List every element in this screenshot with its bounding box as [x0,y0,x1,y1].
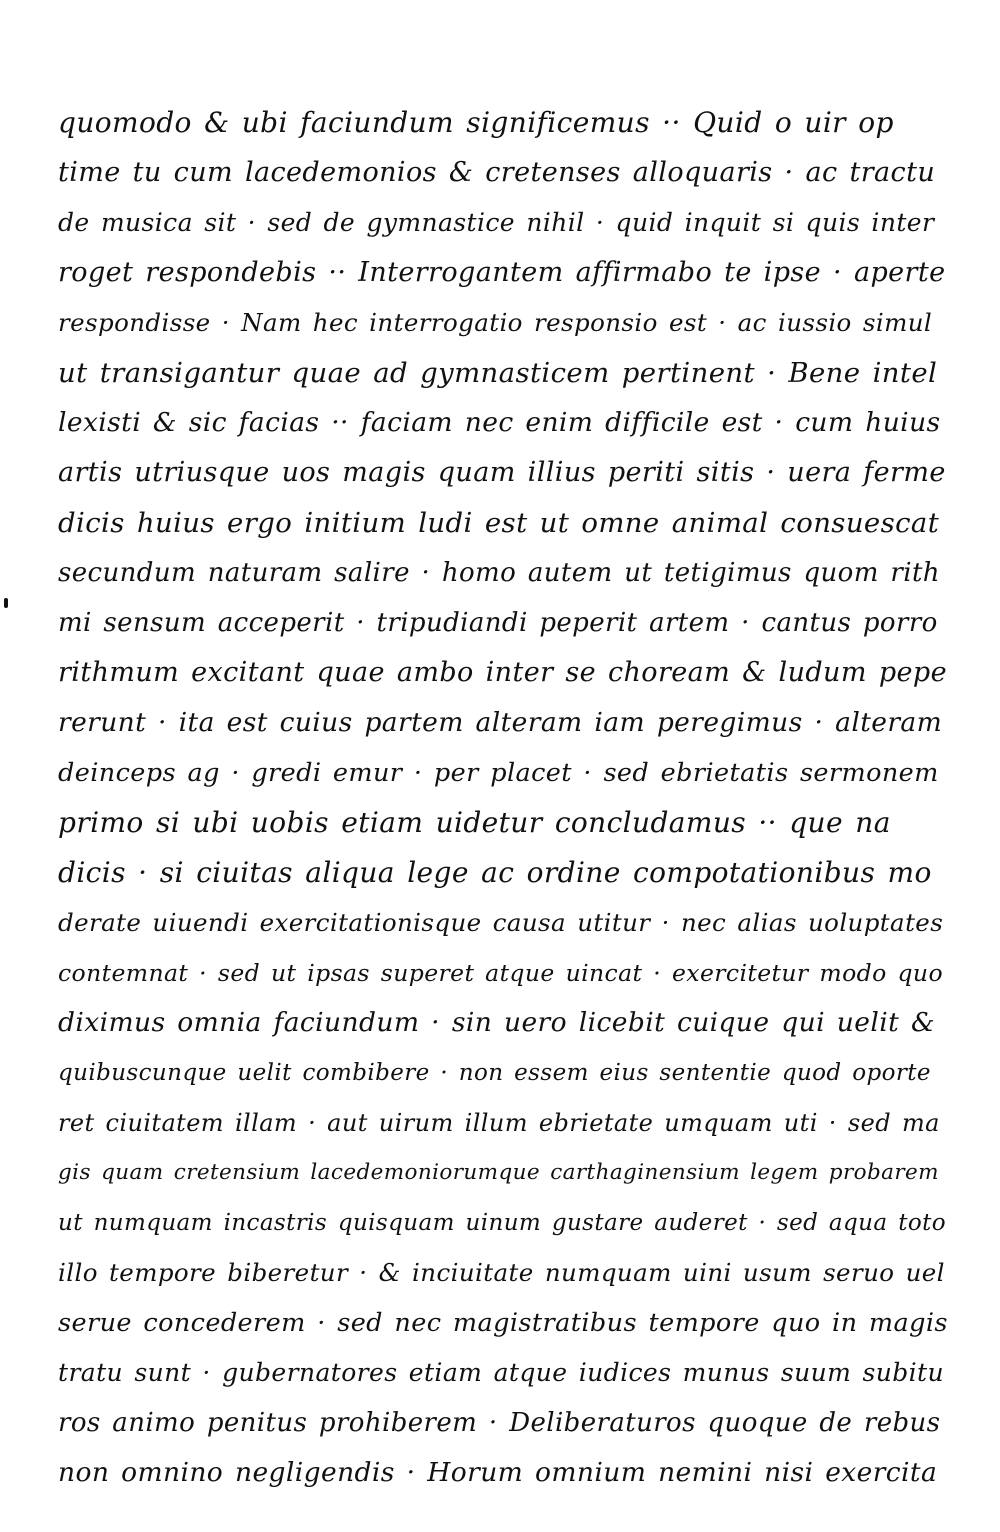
manuscript-line: rerunt · ita est cuius partem alteram iam peregimus · alteram [58,707,943,738]
manuscript-line: time tu cum lacedemonios & cretenses alloquaris · ac tractu [58,157,936,188]
manuscript-line: de musica sit · sed de gymnastice nihil · quid inquit si quis inter [58,208,935,237]
manuscript-line: artis utriusque uos magis quam illius periti sitis · uera ferme [58,457,946,488]
manuscript-line: respondisse · Nam hec interrogatio responsio est · ac iussio simul [58,308,933,337]
manuscript-line: ros animo penitus prohiberem · Deliberaturos quoque de rebus [58,1408,941,1438]
manuscript-line: lexisti & sic facias ·· faciam nec enim difficile est · cum huius [58,407,941,438]
manuscript-line: dicis · si ciuitas aliqua lege ac ordine compotationibus mo [58,856,932,889]
manuscript-line: gis quam cretensium lacedemoniorumque carthaginensium legem probarem [58,1160,939,1185]
manuscript-line: secundum naturam salire · homo autem ut tetigimus quom rith [58,558,940,588]
manuscript-text-block [58,98,948,1498]
manuscript-line: quomodo & ubi faciundum significemus ·· Quid o uir op [58,106,894,139]
margin-ink-mark [4,598,8,608]
manuscript-line: non omnino negligendis · Horum omnium nemini nisi exercita [58,1457,938,1488]
manuscript-line: derate uiuendi exercitationisque causa utitur · nec alias uoluptates [58,908,944,937]
manuscript-line: primo si ubi uobis etiam uidetur concludamus ·· que na [58,806,891,839]
manuscript-line: quibuscunque uelit combibere · non essem eius sententie quod oporte [58,1060,931,1086]
manuscript-line: illo tempore biberetur · & inciuitate numquam uini usum seruo uel [58,1258,945,1287]
manuscript-line: ut numquam incastris quisquam uinum gustare auderet · sed aqua toto [58,1210,946,1236]
manuscript-line: dicis huius ergo initium ludi est ut omne animal consuescat [58,507,940,539]
manuscript-line: mi sensum acceperit · tripudiandi peperit artem · cantus porro [58,608,938,638]
manuscript-line: ut transigantur quae ad gymnasticem pertinent · Bene intel [58,357,938,389]
manuscript-line: roget respondebis ·· Interrogantem affirmabo te ipse · aperte [58,257,946,288]
manuscript-line: tratu sunt · gubernatores etiam atque iudices munus suum subitu [58,1358,945,1387]
manuscript-line: rithmum excitant quae ambo inter se choream & ludum pepe [58,657,947,688]
manuscript-line: ret ciuitatem illam · aut uirum illum ebrietate umquam uti · sed ma [58,1109,940,1137]
manuscript-line: serue concederem · sed nec magistratibus tempore quo in magis [58,1308,948,1338]
manuscript-line: deinceps ag · gredi emur · per placet · sed ebrietatis sermonem [58,758,939,788]
manuscript-line: diximus omnia faciundum · sin uero licebit cuique qui uelit & [58,1007,935,1038]
manuscript-line: contemnat · sed ut ipsas superet atque uincat · exercitetur modo quo [58,959,944,987]
